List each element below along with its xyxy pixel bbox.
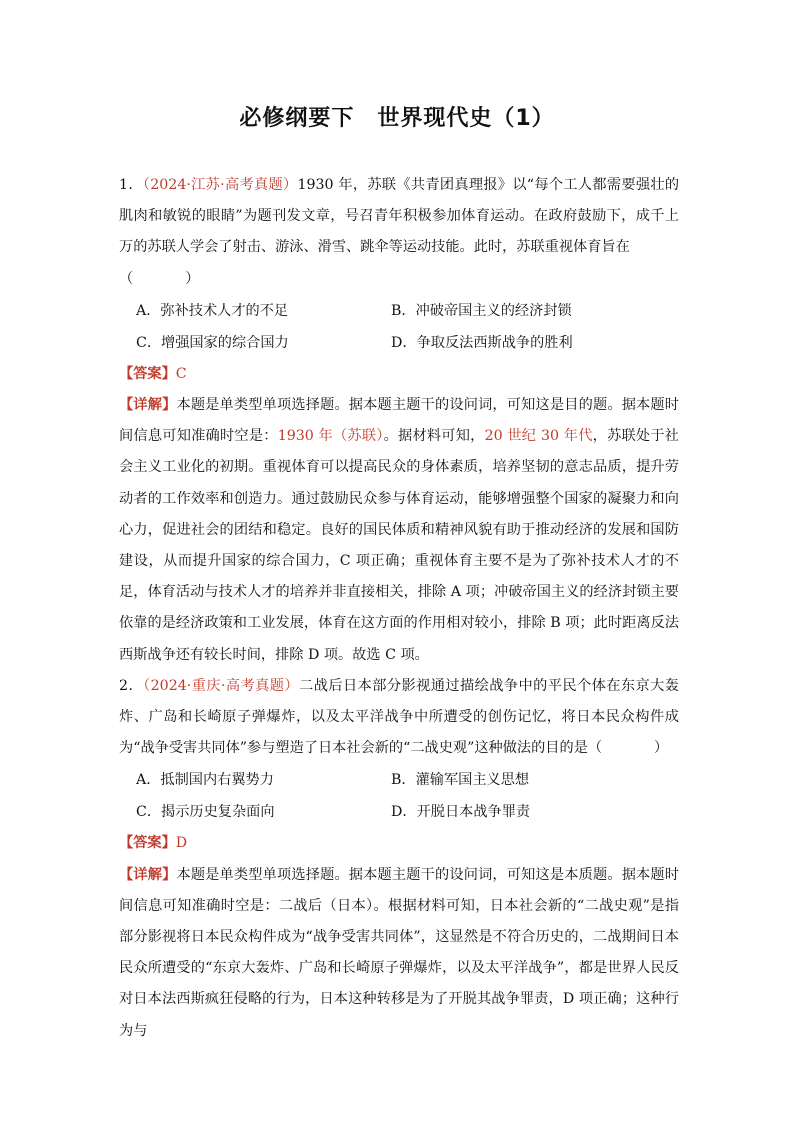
question-2-answer (119, 828, 679, 859)
option-a: A．抵制国内右翼势力 (136, 772, 274, 789)
detail-label: 【详解】 (119, 397, 177, 414)
question-2-options (119, 764, 679, 828)
detail-label: 【详解】 (119, 866, 177, 883)
question-1-detail: 【详解】本题是单类型单项选择题。据本题主题干的设问词，可知这是目的题。据本题时间信息可知准确时空是：1930 年（苏联）。据材料可知，20 世纪 30 年代，苏联处于社会主义工业化的初期。重视体育可以提高民众的身体素质，培养坚韧的意志品质，提升劳动者的工作效率和创造力。通过鼓励民众参与体育运动，能够增强整个国家的凝聚力和向心力，促进社会的团结和稳定。良好的国民体质和精神风貌有助于推动经济的发展和国防建设，从而提升国家的综合国力，C 项正确；重视体育主要不是为了弥补技术人才的不足，体育活动与技术人才的培养并非直接相关，排除 A 项；冲破帝国主义的经济封锁主要依靠的是经济政策和工业发展，体育在这方面的作用相对较小，排除 B 项；此时距离反法西斯战争还有较长时间，排除 D 项。故选 C 项。 (119, 397, 679, 663)
option-b: B．灌输军国主义思想 (391, 772, 530, 789)
question-2-stem: 2．（2024·重庆·高考真题）二战后日本部分影视通过描绘战争中的平民个体在东京大轰炸、广岛和长崎原子弹爆炸，以及太平洋战争中所遭受的创伤记忆，将日本民众构件成为“战争受害共同体”参与塑造了日本社会新的“二战史观”这种做法的目的是（ ） (119, 677, 679, 757)
question-text: 1930 年，苏联《共青团真理报》以“每个工人都需要强壮的肌肉和敏锐的眼睛”为题刊发文章，号召青年积极参加体育运动。在政府鼓励下，成千上万的苏联人学会了射击、游泳、滑雪、跳伞等运动技能。此时，苏联重视体育旨在 (119, 177, 680, 256)
question-1-options (119, 295, 679, 359)
question-source: （2024·重庆·高考真题） (143, 677, 300, 694)
answer-value: C (175, 365, 187, 382)
content (119, 170, 679, 1047)
answer-blank: （ ） (119, 270, 200, 287)
option-d: D．争取反法西斯战争的胜利 (391, 334, 573, 351)
option-d: D．开脱日本战争罪责 (391, 804, 531, 821)
answer-value: D (175, 835, 188, 852)
option-b: B．冲破帝国主义的经济封锁 (391, 302, 572, 319)
question-1-answer (119, 359, 679, 390)
question-source: （2024·江苏·高考真题） (142, 177, 298, 193)
question-1-stem (119, 170, 679, 264)
answer-label: 【答案】 (119, 835, 176, 852)
option-c: C．揭示历史复杂面向 (136, 804, 275, 821)
question-2-detail: 【详解】本题是单类型单项选择题。据本题主题干的设问词，可知这是本质题。据本题时间信息可知准确时空是：二战后（日本）。根据材料可知，日本社会新的“二战史观”是指部分影视将日本民众构件成为“战争受害共同体”，这显然是不符合历史的，二战期间日本民众所遭受的“东京大轰炸、广岛和长崎原子弹爆炸，以及太平洋战争”，都是世界人民反对日本法西斯疯狂侵略的行为，日本这种转移是为了开脱其战争罪责，D 项正确；这种行为与 (119, 866, 679, 1039)
answer-label: 【答案】 (119, 365, 176, 382)
question-number: 2． (119, 677, 144, 694)
option-c: C．增强国家的综合国力 (136, 334, 289, 351)
question-number: 1． (119, 177, 143, 193)
question-text: 二战后日本部分影视通过描绘战争中的平民个体在东京大轰炸、广岛和长崎原子弹爆炸，以及太平洋战争中所遭受的创伤记忆，将日本民众构件成为“战争受害共同体”参与塑造了日本社会新的“二战史观”这种做法的目的是（ (119, 677, 679, 757)
page-title: 必修纲要下 世界现代史（1） (239, 106, 555, 131)
option-a: A．弥补技术人才的不足 (136, 302, 289, 319)
